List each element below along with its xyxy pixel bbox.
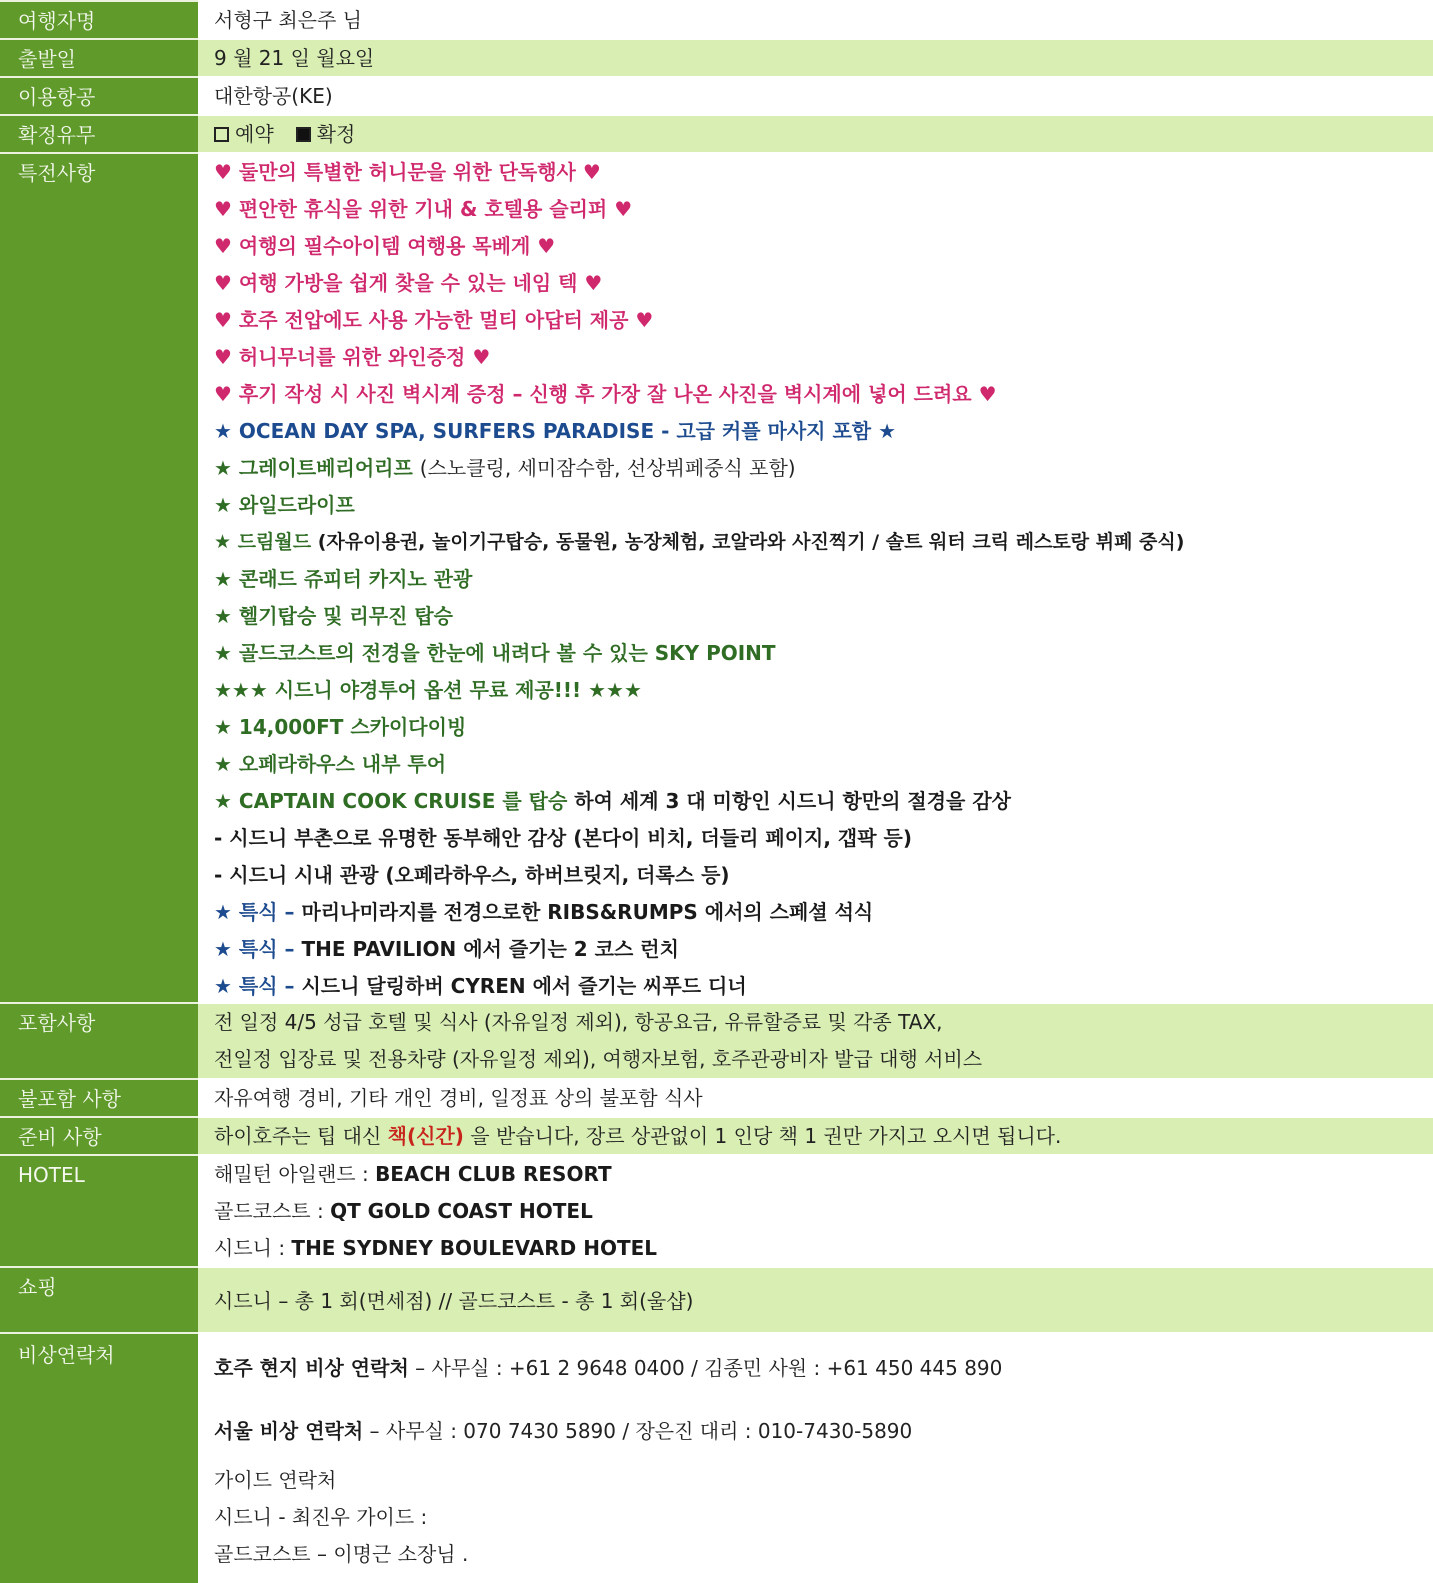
hotel-item: 해밀턴 아일랜드 : BEACH CLUB RESORT: [214, 1162, 612, 1186]
row-departure: [0, 38, 1433, 76]
hotel-item: 골드코스트 : QT GOLD COAST HOTEL: [214, 1199, 593, 1223]
label-confirm: 확정유무: [0, 114, 198, 152]
book-highlight: 책(신간): [387, 1124, 464, 1148]
emergency-seoul: 서울 비상 연락처 – 사무실 : 070 7430 5890 / 장은진 대리 : 010-7430-5890: [214, 1419, 913, 1443]
heart-item: ♥ 편안한 휴식을 위한 기내 & 호텔용 슬리퍼 ♥: [214, 197, 633, 221]
row-included: [0, 1002, 1433, 1078]
label-excluded: 불포함 사항: [0, 1078, 198, 1116]
dreamworld-item: ★ 드림월드 (자유이용권, 놀이기구탑승, 동물원, 농장체험, 코알라와 사진찍기 / 솔트 워터 크릭 레스토랑 뷔페 중식): [214, 531, 1185, 553]
skydive-item: ★ 14,000FT 스카이다이빙: [214, 715, 467, 739]
label-prep: 준비 사항: [0, 1116, 198, 1154]
reef-item: ★ 그레이트베리어리프 (스노클링, 세미잠수함, 선상뷔페중식 포함): [214, 456, 796, 480]
label-included: 포함사항: [0, 1002, 198, 1078]
value-special: [198, 152, 1433, 1002]
heart-item: ♥ 여행의 필수아이템 여행용 목베게 ♥: [214, 234, 556, 258]
label-special: 특전사항: [0, 152, 198, 1002]
label-departure: 출발일: [0, 38, 198, 76]
heart-item: ♥ 여행 가방을 쉽게 찾을 수 있는 네임 텍 ♥: [214, 271, 603, 295]
value-airline: 대한항공(KE): [198, 76, 1433, 114]
guide-sydney: 시드니 - 최진우 가이드 :: [214, 1505, 428, 1529]
row-shopping: [0, 1266, 1433, 1332]
meal-item: ★ 특식 – 마리나미라지를 전경으로한 RIBS&RUMPS 에서의 스페셜 석식: [214, 900, 874, 924]
cruise-detail-1: - 시드니 부촌으로 유명한 동부해안 감상 (본다이 비치, 더들리 페이지, 갭팍 등): [214, 826, 912, 850]
wildlife-item: ★ 와일드라이프: [214, 493, 355, 517]
option-reserve: 예약: [235, 122, 274, 146]
skypoint-item: ★ 골드코스트의 전경을 한눈에 내려다 볼 수 있는 SKY POINT: [214, 641, 776, 665]
guide-goldcoast: 골드코스트 – 이명근 소장님 .: [214, 1542, 469, 1566]
meal-item: ★ 특식 – THE PAVILION 에서 즐기는 2 코스 런치: [214, 937, 679, 961]
checkbox-confirmed: [296, 127, 311, 142]
value-hotel: [198, 1154, 1433, 1266]
value-traveler: 서형구 최은주 님: [198, 0, 1433, 38]
cruise-detail-2: - 시드니 시내 관광 (오페라하우스, 하버브릿지, 더록스 등): [214, 863, 730, 887]
nighttour-item: ★★★ 시드니 야경투어 옵션 무료 제공!!! ★★★: [214, 678, 642, 702]
value-excluded: 자유여행 경비, 기타 개인 경비, 일정표 상의 불포함 식사: [198, 1078, 1433, 1116]
guide-title: 가이드 연락처: [214, 1468, 337, 1492]
heart-item: ♥ 호주 전압에도 사용 가능한 멀티 아답터 제공 ♥: [214, 308, 654, 332]
heart-item: ♥ 허니무너를 위한 와인증정 ♥: [214, 345, 491, 369]
cruise-item: ★ CAPTAIN COOK CRUISE 를 탑승 하여 세계 3 대 미항인 시드니 항만의 절경을 감상: [214, 789, 1011, 813]
value-confirm: [198, 114, 1433, 152]
heli-item: ★ 헬기탑승 및 리무진 탑승: [214, 604, 453, 628]
value-shopping: 시드니 – 총 1 회(면세점) // 골드코스트 - 총 1 회(울샵): [198, 1266, 1433, 1332]
value-included: 전 일정 4/5 성급 호텔 및 식사 (자유일정 제외), 항공요금, 유류할증료 및 각종 TAX, 전일정 입장료 및 전용차량 (자유일정 제외), 여행자보험, 호주관광비자 발급 대행 서비스: [198, 1002, 1433, 1078]
spa-item: ★ OCEAN DAY SPA, SURFERS PARADISE - 고급 커플 마사지 포함 ★: [214, 419, 897, 443]
row-airline: [0, 76, 1433, 114]
row-prep: [0, 1116, 1433, 1154]
row-excluded: [0, 1078, 1433, 1116]
label-hotel: HOTEL: [0, 1154, 198, 1266]
value-prep: 하이호주는 팁 대신 책(신간) 을 받습니다, 장르 상관없이 1 인당 책 1 권만 가지고 오시면 됩니다.: [198, 1116, 1433, 1154]
row-hotel: [0, 1154, 1433, 1266]
value-emergency: [198, 1332, 1433, 1583]
hotel-item: 시드니 : THE SYDNEY BOULEVARD HOTEL: [214, 1236, 658, 1260]
option-confirmed: 확정: [316, 122, 356, 146]
heart-item: ♥ 둘만의 특별한 허니문을 위한 단독행사 ♥: [214, 160, 601, 184]
opera-item: ★ 오페라하우스 내부 투어: [214, 752, 447, 776]
label-airline: 이용항공: [0, 76, 198, 114]
label-traveler: 여행자명: [0, 0, 198, 38]
row-traveler: [0, 0, 1433, 38]
emergency-au: 호주 현지 비상 연락처 – 사무실 : +61 2 9648 0400 / 김종민 사원 : +61 450 445 890: [214, 1356, 1003, 1380]
checkbox-reserve: [214, 127, 229, 142]
label-shopping: 쇼핑: [0, 1266, 198, 1332]
row-confirm: [0, 114, 1433, 152]
casino-item: ★ 콘래드 쥬피터 카지노 관광: [214, 567, 473, 591]
row-special: [0, 152, 1433, 1002]
heart-item: ♥ 후기 작성 시 사진 벽시계 증정 – 신행 후 가장 잘 나온 사진을 벽시계에 넣어 드려요 ♥: [214, 382, 997, 406]
meal-item: ★ 특식 – 시드니 달링하버 CYREN 에서 즐기는 씨푸드 디너: [214, 974, 747, 998]
row-emergency: [0, 1332, 1433, 1583]
label-emergency: 비상연락처: [0, 1332, 198, 1583]
value-departure: 9 월 21 일 월요일: [198, 38, 1433, 76]
